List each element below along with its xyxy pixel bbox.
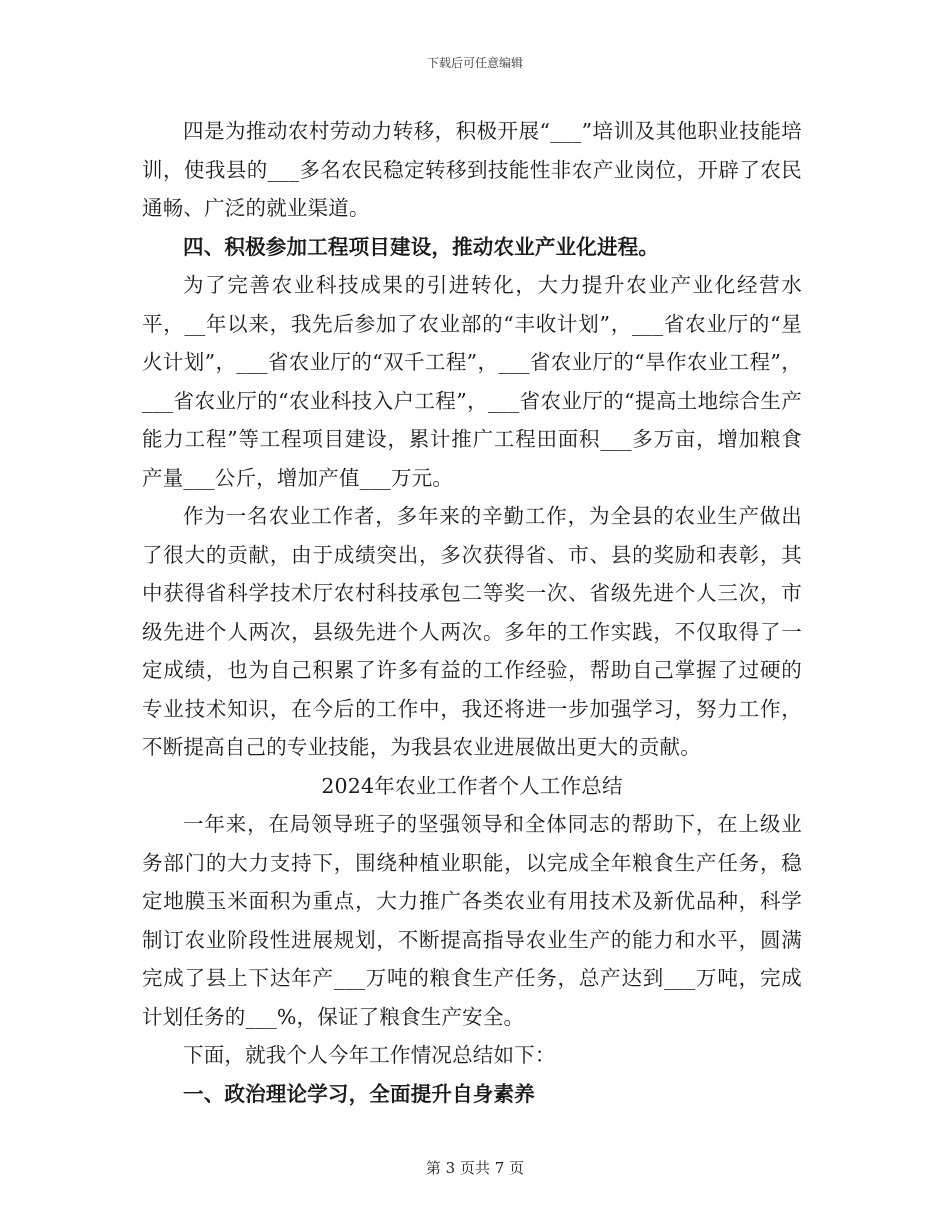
paragraph-summary-intro: 下面，就我个人今年工作情况总结如下： (183, 1043, 556, 1067)
paragraph-project-participation: 为了完善农业科技成果的引进转化，大力提升农业产业化经营水平，__年以来，我先后参加了农业部的“丰收计划”，___省农业厅的“星火计划”，___省农业厅的“双千工程”，___省农业厅的“旱作农业工程”，___省农业厅的“农业科技入户工程”，___省农业厅的“提高土地综合生产能力工程”等工程项目建设，累计推广工程田面积___多万亩，增加粮食产量___公斤，增加产值___万元。 (142, 273, 802, 490)
document-body (142, 112, 802, 1113)
section-heading-political-study: 一、政治理论学习，全面提升自身素养 (183, 1081, 535, 1106)
paragraph-achievements: 作为一名农业工作者，多年来的辛勤工作，为全县的农业生产做出了很大的贡献，由于成绩突出，多次获得省、市、县的奖励和表彰，其中获得省科学技术厅农村科技承包二等奖一次、省级先进个人三次，市级先进个人两次，县级先进个人两次。多年的工作实践，不仅取得了一定成绩，也为自己积累了许多有益的工作经验，帮助自己掌握了过硬的专业技术知识，在今后的工作中，我还将进一步加强学习，努力工作，不断提高自己的专业技能，为我县农业进展做出更大的贡献。 (142, 504, 802, 759)
document-title: 2024年农业工作者个人工作总结 (321, 773, 623, 798)
download-note: 下载后可任意编辑 (426, 56, 523, 70)
page-number: 第 3 页共 7 页 (425, 1159, 525, 1177)
section-heading-projects: 四、积极参加工程项目建设，推动农业产业化进程。 (183, 234, 660, 259)
paragraph-labor-transfer: 四是为推动农村劳动力转移，积极开展“___”培训及其他职业技能培训，使我县的___多名农民稳定转移到技能性非农产业岗位，开辟了农民通畅、广泛的就业渠道。 (142, 119, 802, 220)
paragraph-year-overview: 一年来，在局领导班子的坚强领导和全体同志的帮助下，在上级业务部门的大力支持下，围绕种植业职能，以完成全年粮食生产任务，稳定地膜玉米面积为重点，大力推广各类农业有用技术及新优品种，科学制订农业阶段性进展规划，不断提高指导农业生产的能力和水平，圆满完成了县上下达年产___万吨的粮食生产任务，总产达到___万吨，完成计划任务的___%，保证了粮食生产安全。 (142, 812, 802, 1029)
